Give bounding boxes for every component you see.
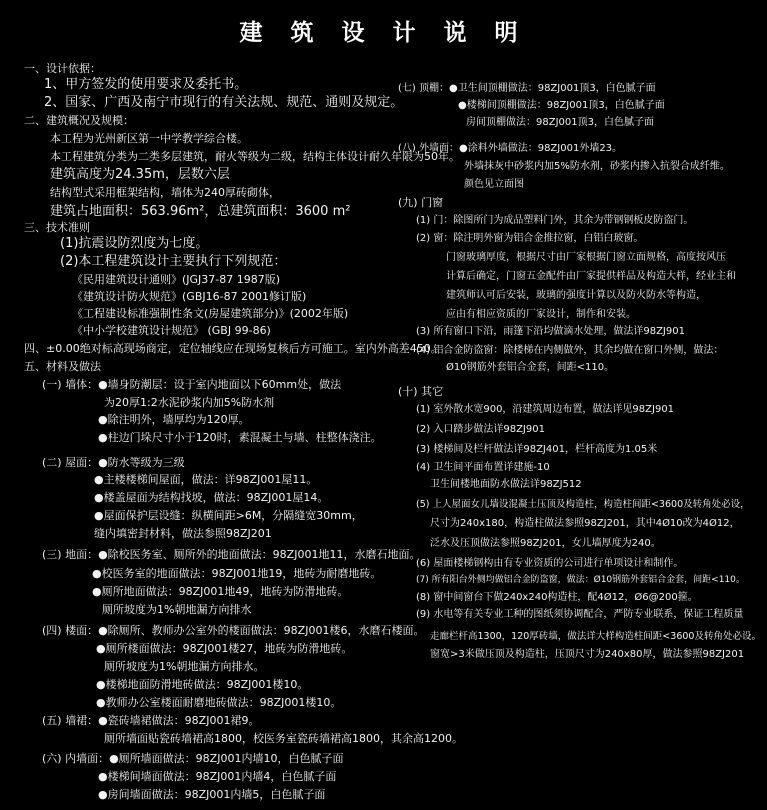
text-line: (七) 顶棚：●卫生间顶棚做法：98ZJ001顶3，白色腻子面: [398, 83, 656, 94]
text-line: (五) 墙裙：●瓷砖墙裙做法：98ZJ001裙9。: [42, 714, 260, 727]
text-line: (8) 窗中间窗台下做240x240构造柱，配4Ø12，Ø6@200箍。: [416, 592, 698, 603]
drawing-title: 建 筑 设 计 说 明: [239, 20, 528, 46]
section-heading: 二、建筑概况及规模：: [24, 114, 134, 127]
text-line: (四) 楼面：●除厕所、教师办公室外的楼面做法：98ZJ001楼6，水磨石楼面。: [42, 624, 425, 637]
text-line: (1)抗震设防烈度为七度。: [60, 236, 209, 251]
text-line: 厕所坡度为1%朝地漏方向排水。: [104, 660, 265, 673]
text-line: 外墙抹灰中砂浆内加5%防水剂，砂浆内掺入抗裂合成纤维。: [464, 161, 730, 172]
text-line: (1) 室外散水宽900，沿建筑周边布置，做法详见98ZJ901: [416, 404, 675, 415]
text-line: 窗宽>3米做压顶及构造柱，压顶尺寸为240x80厚，做法参照98ZJ201: [430, 649, 745, 660]
section-heading: 一、设计依据：: [24, 62, 101, 75]
text-line: Ø10钢筋外套铝合金套，间距<110。: [446, 362, 615, 373]
text-line: ●厕所地面做法：98ZJ001地49，地砖为防滑地砖。: [92, 585, 349, 598]
text-line: (2) 入口踏步做法详98ZJ901: [416, 424, 545, 435]
text-line: 厕所坡度为1%朝地漏方向排水: [102, 603, 252, 616]
text-line: 结构型式采用框架结构，墙体为240厚砖砌体，: [50, 186, 280, 199]
text-line: 2、国家、广西及南宁市现行的有关法规、规范、通则及规定。: [44, 95, 404, 110]
text-line: (6) 屋面楼梯钢构由有专业资质的公司进行单项设计和制作。: [416, 558, 684, 569]
text-line: (4) 铝合金防盗窗：除楼梯在内侧做外，其余均做在窗口外侧，做法：: [416, 345, 724, 356]
text-line: ●屋面保护层设缝：纵横间距>6M，分隔缝宽30mm，: [94, 509, 363, 522]
text-line: (4) 卫生间平面布置详建施-10: [416, 462, 550, 473]
text-line: (2)本工程建筑设计主要执行下列规范：: [60, 254, 287, 269]
text-line: 颜色见立面图: [464, 179, 524, 190]
text-line: ●楼梯地面防滑地砖做法：98ZJ001楼10。: [96, 678, 309, 691]
text-line: 建筑高度为24.35m，层数六层: [50, 167, 230, 182]
text-line: ●校医务室的地面做法：98ZJ001地19，地砖为耐磨地砖。: [92, 567, 382, 580]
text-line: (7) 所有阳台外侧均做铝合金防盗窗，做法：Ø10钢筋外套铝合金套，间距<110。: [416, 575, 745, 585]
text-line: (一) 墙体：●墙身防潮层：设于室内地面以下60mm处，做法: [42, 378, 342, 391]
text-line: ●柱边门垛尺寸小于120时，素混凝土与墙、柱整体浇注。: [98, 431, 382, 444]
text-line: 厕所墙面贴瓷砖墙裙高1800，校医务室瓷砖墙裙高1800，其余高1200。: [104, 732, 463, 745]
text-line: (3) 楼梯间及栏杆做法详98ZJ401，栏杆高度为1.05米: [416, 444, 658, 455]
section-heading: 三、技术准则: [24, 221, 90, 234]
text-line: (二) 屋面：●防水等级为三级: [42, 456, 185, 469]
text-line: 房间顶棚做法：98ZJ001顶3，白色腻子面: [466, 117, 654, 128]
text-line: 卫生间楼地面防水做法详98ZJ512: [430, 479, 582, 490]
code-reference: 《建筑设计防火规范》(GBJ16-87 2001修订版): [72, 290, 307, 303]
text-line: ●房间墙面做法：98ZJ001内墙5，白色腻子面: [98, 788, 326, 801]
text-line: ●楼梯间顶棚做法：98ZJ001顶3，白色腻子面: [458, 100, 665, 111]
text-line: 尺寸为240x180，构造柱做法参照98ZJ201，其中4Ø10改为4Ø12，: [430, 518, 740, 529]
code-reference: 《民用建筑设计通则》(JGJ37-87 1987版): [72, 273, 281, 286]
text-line: 泛水及压顶做法参照98ZJ201，女儿墙厚度为240。: [430, 538, 661, 549]
text-line: ●厕所楼面做法：98ZJ001楼27，地砖为防滑地砖。: [96, 642, 353, 655]
code-reference: 《工程建设标准强制性条文(房屋建筑部分)》(2002年版): [72, 307, 349, 320]
text-line: (2) 窗：除注明外窗为铝合金推拉窗，白铝白玻窗。: [416, 233, 644, 244]
text-line: (六) 内墙面：●厕所墙面做法：98ZJ001内墙10，白色腻子面: [42, 752, 344, 765]
text-line: ●楼盖屋面为结构找坡，做法：98ZJ001屋14。: [94, 491, 329, 504]
section-heading: (九) 门窗: [398, 196, 444, 209]
text-line: 为20厚1:2水泥砂浆内加5%防水剂: [104, 396, 275, 409]
text-line: (5) 上人屋面女儿墙设混凝土压顶及构造柱，构造柱间距<3600及转角处必设，: [416, 499, 750, 510]
text-line: (1) 门：除图所门为成品塑料门外，其余为带钢钢板皮防盗门。: [416, 215, 694, 226]
text-line: (三) 地面：●除校医务室、厕所外的地面做法：98ZJ001地11，水磨石地面。: [42, 548, 421, 561]
text-line: 应由有相应资质的厂家设计，制作和安装。: [446, 309, 636, 320]
text-line: ●主楼楼梯间屋面，做法：详98ZJ001屋11。: [94, 473, 318, 486]
section-heading: 四、±0.00绝对标高现场商定，定位轴线应在现场复核后方可施工。室内外高差450。: [24, 342, 442, 355]
text-line: 本工程为光州新区第一中学教学综合楼。: [50, 132, 248, 145]
code-reference: 《中小学校建筑设计规范》 (GBJ 99-86): [72, 324, 271, 337]
section-heading: 五、材料及做法: [24, 360, 101, 373]
text-line: (3) 所有窗口下沿，雨篷下沿均做滴水处理，做法详98ZJ901: [416, 326, 685, 337]
text-line: ●楼梯间墙面做法：98ZJ001内墙4，白色腻子面: [98, 770, 337, 783]
text-line: 走廊栏杆高1300，120厚砖墙，做法详大样构造柱间距<3600及转角处必设。: [430, 631, 761, 642]
text-line: (八) 外墙面：●涂料外墙做法：98ZJ001外墙23。: [398, 143, 623, 154]
text-line: ●除注明外，墙厚均为120厚。: [98, 413, 250, 426]
text-line: 本工程建筑分类为二类多层建筑，耐火等级为二级，结构主体设计耐久年限为50年。: [50, 150, 460, 163]
text-line: ●教师办公室楼面耐磨地砖做法：98ZJ001楼10。: [96, 696, 342, 709]
section-heading: (十) 其它: [398, 385, 444, 398]
text-line: 缝内填密封材料，做法参照98ZJ201: [94, 527, 272, 540]
text-line: 建筑师认可后安装，玻璃的强度计算以及防火防水等构造，: [446, 290, 706, 301]
text-line: (9) 水电等有关专业工种的图纸须协调配合，严防专业联系，保证工程质量: [416, 609, 744, 620]
text-line: 门窗玻璃厚度，根据尺寸由厂家根据门窗立面规格，高度按风压: [446, 252, 726, 263]
text-line: 计算后确定，门窗五金配件由厂家提供样品及构造大样，经业主和: [446, 271, 736, 282]
text-line: 建筑占地面积：563.96m²，总建筑面积：3600 m²: [50, 204, 351, 219]
text-line: 1、甲方签发的使用要求及委托书。: [44, 77, 248, 92]
